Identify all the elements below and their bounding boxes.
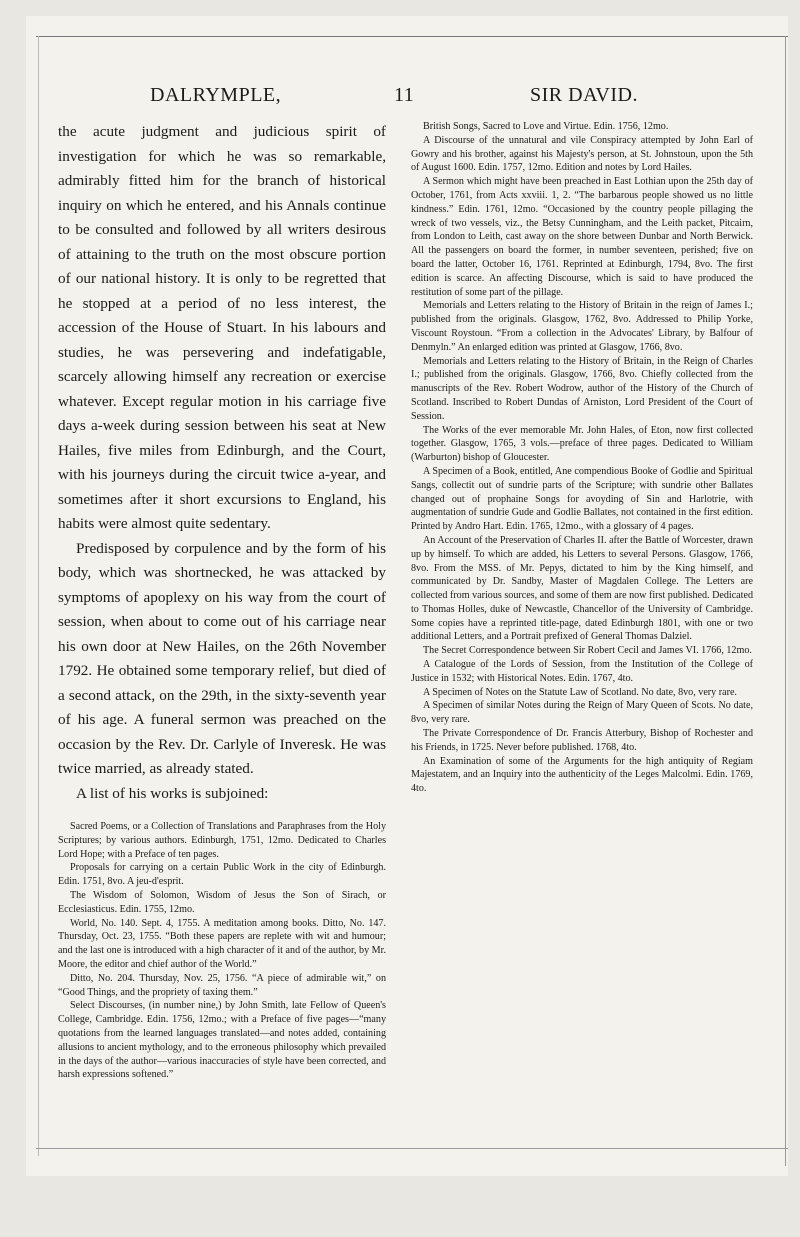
left-column	[58, 120, 386, 1082]
work-entry: Memorials and Letters relating to the History of Britain in the reign of James I.; published from the originals. Glasgow, 1762, 8vo. Addressed to Philip Yorke, Viscount Roystoun. “From a collection in the Advocates' Library, by Balfour of Denmyln.” An enlarged edition was printed at Glasgow, 1766, 8vo.	[411, 300, 753, 353]
right-column	[411, 120, 753, 796]
work-entry: An Examination of some of the Arguments for the high antiquity of Regiam Majestatem, and an Inquiry into the authenticity of the Leges Malcolmi. Edin. 1769, 4to.	[411, 755, 753, 795]
work-entry: A Sermon which might have been preached in East Lothian upon the 25th day of October, 1761, from Acts xxviii. 1, 2. “The barbarous people showed us no little kindness.” Edin. 1761, 12mo. “Occasioned by the country people pillaging the wreck of two vessels, viz., the Betsy Cunningham, and the Leith packet, Pitcairn, from London to Leith, cast away on the shore between Dunbar and North Berwick. All the passengers on board the former, in number seventeen, perished; five on board the latter, October 16, 1761. Reprinted at Edinburgh, 1794, 8vo. The first edition is scarce. An affecting Discourse, which is said to have produced the restitution of some part of the pillage.	[411, 176, 753, 298]
work-entry: A Specimen of a Book, entitled, Ane compendious Booke of Godlie and Spiritual Sangs, collectit out of sundrie parts of the Scripture; with sundrie other Ballates changed out of prophaine Songs for avoyding of Sin and Harlotrie, with augmentation of sundrie Gude and Godlie Ballates, not contained in the first edition. Printed by Andro Hart. Edin. 1765, 12mo., with a glossary of 4 pages.	[411, 465, 753, 533]
work-entry: Memorials and Letters relating to the History of Britain, in the Reign of Charles I.; published from the originals. Glasgow, 1766, 8vo. Chiefly collected from the manuscripts of the Rev. Robert Wodrow, author of the History of the Church of Scotland. Inscribed to Robert Dundas of Arniston, Lord President of the Court of Session.	[411, 355, 753, 422]
work-entry: The Private Correspondence of Dr. Francis Atterbury, Bishop of Rochester and his Friends, in 1725. Never before published. 1768, 4to.	[411, 728, 753, 753]
work-entry: The Wisdom of Solomon, Wisdom of Jesus the Son of Sirach, or Ecclesiasticus. Edin. 1755, 12mo.	[58, 889, 386, 915]
page-number: 11	[394, 84, 415, 106]
right-rule	[785, 36, 786, 1166]
paragraph: the acute judgment and judicious spirit of investigation for which he was so remarkable, admirably fitted him for the branch of historical inquiry on which he entered, and his Annals continue to be consulted and followed by all writers desirous of attaining to the truth on the most obscure portion of our national history. It is only to be regretted that he stopped at a period of no less interest, the accession of the House of Stuart. In his labours and studies, he was persevering and indefatigable, scarcely allowing himself any recreation or exercise whatever. Except regular motion in his carriage five days a-week during session between his seat at New Hailes, five miles from Edinburgh, and the Court, with his journeys during the circuit twice a-year, and sometimes after it short excursions to England, his habits were almost quite sedentary.	[58, 123, 386, 532]
work-entry: Select Discourses, (in number nine,) by John Smith, late Fellow of Queen's College, Cambridge. Edin. 1756, 12mo.; with a Preface of five pages—“many quotations from the learned languages translated—and notes added, containing allusions to ancient mythology, and to the erroneous philosophy which prevailed in the days of the author—various inaccuracies of style have been corrected, and harsh expressions softened.”	[58, 1000, 386, 1081]
work-entry: A Specimen of similar Notes during the Reign of Mary Queen of Scots. No date, 8vo, very rare.	[411, 700, 753, 726]
paragraph: A list of his works is subjoined:	[76, 784, 269, 802]
left-rule	[38, 36, 39, 1156]
header-left: DALRYMPLE,	[150, 84, 282, 106]
work-entry: A Discourse of the unnatural and vile Conspiracy attempted by John Earl of Gowry and his brother, against his Majesty's person, at St. Johnstoun, upon the 5th of August 1600. Edin. 1757, 12mo. Edition and notes by Lord Hailes.	[411, 134, 753, 174]
work-entry: Proposals for carrying on a certain Public Work in the city of Edinburgh. Edin. 1751, 8vo. A jeu-d'esprit.	[58, 862, 386, 888]
work-entry: A Catalogue of the Lords of Session, from the Institution of the College of Justice in 1532; with Historical Notes. Edin. 1767, 4to.	[411, 659, 753, 684]
work-entry: British Songs, Sacred to Love and Virtue. Edin. 1756, 12mo.	[423, 121, 669, 132]
paragraph: Predisposed by corpulence and by the form of his body, which was shortnecked, he was attacked by symptoms of apoplexy on his way from the court of session, when about to come out of his carriage near his own door at New Hailes, on the 26th November 1792. He obtained some temporary relief, but died of a second attack, on the 29th, in the sixty-seventh year of his age. A funeral sermon was preached on the occasion by the Rev. Dr. Carlyle of Inveresk. He was twice married, as already stated.	[58, 539, 386, 777]
work-entry: World, No. 140. Sept. 4, 1755. A meditation among books. Ditto, No. 147. Thursday, Oct. 23, 1755. “Both these papers are replete with wit and humour; and the last one is introduced with a high character of it and of the author, by Mr. Moore, the editor and chief author of the World.”	[58, 917, 386, 970]
work-entry: Ditto, No. 204. Thursday, Nov. 25, 1756. “A piece of admirable wit,” on “Good Things, and the propriety of taxing them.”	[58, 972, 386, 998]
header-right: SIR DAVID.	[530, 84, 638, 106]
bottom-rule	[36, 1148, 788, 1149]
work-entry: An Account of the Preservation of Charles II. after the Battle of Worcester, drawn up by himself. To which are added, his Letters to several Persons. Glasgow, 1766, 8vo. From the MSS. of Mr. Pepys, dictated to him by the King himself, and communicated by Dr. Sandby, Master of Magdalen College. The Letters are collected from various sources, and some of them are now first published. Dedicated to Thomas Holles, duke of Newcastle, Chancellor of the University of Cambridge. Some copies have a reprinted title-page, dated Edinburgh 1801, with one or two additional Letters, and a Portrait prefixed of General Thomas Dalziel.	[411, 534, 753, 643]
work-entry: Sacred Poems, or a Collection of Translations and Paraphrases from the Holy Scriptures; by various authors. Edinburgh, 1751, 12mo. Dedicated to Charles Lord Hope; with a Preface of ten pages.	[58, 821, 386, 860]
work-entry: The Secret Correspondence between Sir Robert Cecil and James VI. 1766, 12mo.	[423, 645, 752, 657]
work-entry: A Specimen of Notes on the Statute Law of Scotland. No date, 8vo, very rare.	[423, 686, 737, 698]
running-header	[0, 84, 800, 114]
top-rule	[36, 36, 788, 37]
work-entry: The Works of the ever memorable Mr. John Hales, of Eton, now first collected together. Glasgow, 1765, 3 vols.—preface of three pages. Dedicated to William (Warburton) bishop of Gloucester.	[411, 424, 753, 464]
